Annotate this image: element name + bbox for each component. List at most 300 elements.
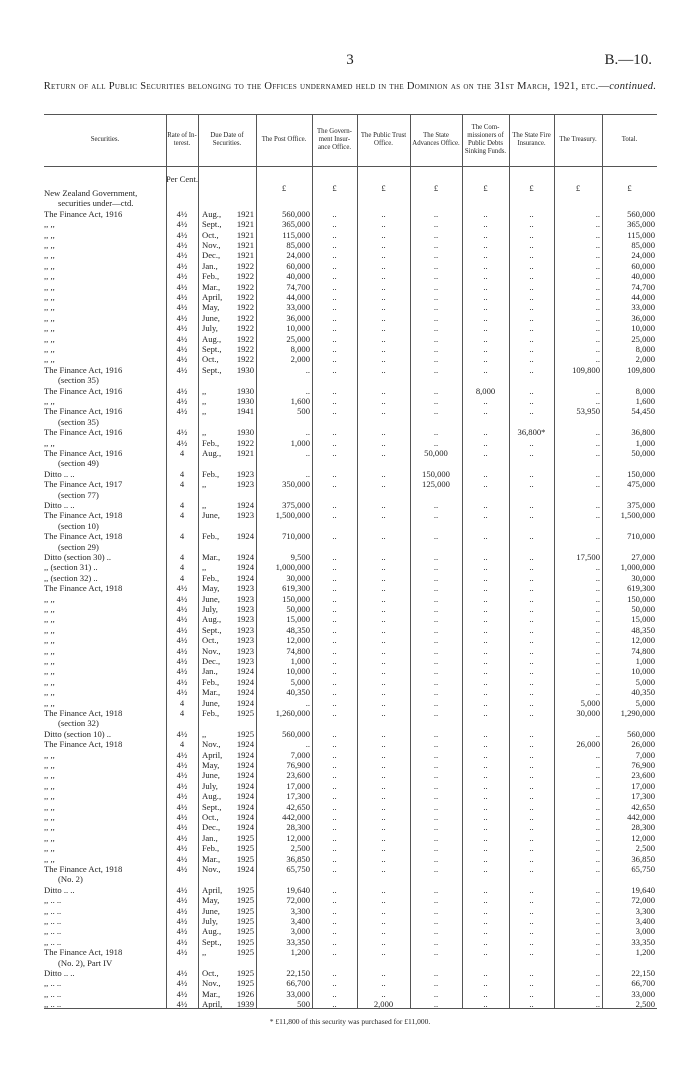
cell-k: .. [483, 844, 488, 854]
due-month: July, [202, 324, 218, 334]
due-year: 1930 [236, 397, 254, 406]
cell-k: .. [483, 750, 488, 760]
cell-t: .. [381, 979, 386, 989]
cell-g: .. [332, 261, 337, 271]
due-month: Feb., [202, 532, 220, 542]
cell-o: 375,000 [627, 501, 655, 510]
cell-p: 10,000 [286, 667, 310, 677]
cell-o: 619,300 [627, 584, 655, 594]
header-rate: Rate of In-terest. [167, 132, 197, 147]
cell-a: .. [433, 605, 439, 614]
cell-p: .. [305, 740, 310, 750]
cell-t: .. [381, 438, 386, 448]
security-name: ,, ,, [44, 438, 55, 448]
due-month: June, [202, 698, 220, 708]
cell-o: 50,000 [631, 605, 655, 614]
due-year: 1925 [236, 709, 254, 718]
due-year: 1921 [236, 220, 254, 230]
due-month: Feb., [202, 272, 220, 282]
cell-o: 74,700 [631, 282, 655, 292]
cell-k: .. [483, 594, 488, 604]
security-name: ,, ,, [44, 844, 55, 854]
cell-a: .. [433, 553, 439, 562]
due-month: April, [202, 750, 223, 760]
cell-o: 36,000 [631, 313, 655, 323]
cell-f: .. [529, 917, 534, 926]
cell-q: .. [595, 781, 600, 791]
security-name: The Finance Act, 1917 [44, 480, 123, 490]
cell-r: 4½ [176, 802, 188, 812]
due-month: Feb., [202, 709, 220, 718]
cell-p: 44,000 [286, 293, 310, 302]
security-name: The Finance Act, 1916 [44, 428, 123, 438]
cell-q: .. [595, 833, 600, 843]
due-month: Oct., [202, 355, 219, 365]
due-year: 1924 [236, 677, 254, 687]
due-year: 1925 [236, 917, 254, 926]
due-month: June, [202, 771, 220, 781]
due-year: 1923 [236, 469, 254, 479]
cell-f: .. [529, 865, 534, 874]
cell-f: .. [529, 625, 534, 635]
cell-f: .. [529, 740, 534, 750]
due-year: 1923 [236, 480, 254, 490]
header-state-advances: The State Advances Office. [412, 132, 460, 147]
due-month: Dec., [202, 823, 221, 833]
cell-q: .. [595, 677, 600, 687]
cell-g: .. [332, 979, 337, 989]
cell-t: .. [381, 365, 386, 375]
due-month: May, [202, 896, 220, 906]
title-continued: continued. [609, 81, 657, 92]
cell-t: .. [381, 989, 386, 999]
cell-a: .. [433, 657, 439, 666]
unit-ins: £ [332, 184, 337, 193]
cell-f: .. [529, 480, 534, 490]
cell-g: .. [332, 698, 337, 708]
security-name: The Finance Act, 1918 [44, 948, 123, 958]
cell-a: .. [433, 293, 439, 302]
cell-f: .. [529, 646, 534, 656]
cell-o: 23,600 [631, 771, 655, 781]
security-name: ,, ,, [44, 823, 55, 833]
cell-k: .. [483, 480, 488, 490]
cell-a: .. [433, 740, 439, 750]
header-top-rule [44, 114, 657, 115]
due-year: 1923 [236, 605, 254, 614]
cell-g: .. [332, 573, 337, 583]
cell-a: .. [433, 625, 439, 635]
cell-t: .. [381, 313, 386, 323]
security-name: ,, ,, [44, 615, 55, 625]
cell-p: 42,650 [286, 802, 310, 812]
security-name: The Finance Act, 1918 [44, 511, 123, 521]
security-name: ,, .. .. [44, 917, 62, 926]
cell-k: .. [483, 397, 488, 406]
cell-p: 30,000 [286, 573, 310, 583]
cell-f: .. [529, 761, 534, 770]
security-name: ,, ,, [44, 303, 55, 313]
cell-t: .. [381, 584, 386, 594]
security-name: securities under—ctd. [58, 199, 134, 209]
cell-r: 4½ [176, 854, 188, 864]
due-month: Aug., [202, 209, 222, 219]
header-due-date: Due Date of Securities. [210, 132, 244, 147]
cell-o: 442,000 [627, 813, 655, 822]
cell-t: .. [381, 241, 386, 250]
cell-k: .. [483, 761, 488, 770]
due-month: Feb., [202, 844, 220, 854]
cell-q: .. [595, 854, 600, 864]
cell-g: .. [332, 636, 337, 646]
cell-p: 65,750 [286, 865, 310, 874]
due-year: 1921 [236, 241, 254, 250]
cell-q: .. [595, 885, 600, 895]
cell-k: .. [483, 979, 488, 989]
due-year: 1921 [236, 251, 254, 261]
due-year: 1925 [236, 937, 254, 947]
cell-r: 4 [179, 553, 185, 562]
cell-q: .. [595, 230, 600, 240]
security-name: ,, ,, [44, 605, 55, 614]
cell-t: .. [381, 511, 386, 521]
due-month: Dec., [202, 657, 221, 666]
cell-p: 33,000 [286, 989, 310, 999]
security-name: ,, ,, [44, 594, 55, 604]
cell-g: .. [332, 1000, 337, 1010]
cell-r: 4½ [176, 625, 188, 635]
security-name: ,, ,, [44, 324, 55, 334]
cell-r: 4½ [176, 584, 188, 594]
cell-r: 4½ [176, 272, 188, 282]
cell-g: .. [332, 896, 337, 906]
due-month: Oct., [202, 969, 219, 978]
cell-p: 8,000 [290, 345, 310, 354]
cell-p: .. [305, 698, 310, 708]
cell-t: .. [381, 220, 386, 230]
cell-t: .. [381, 688, 386, 698]
cell-g: .. [332, 407, 337, 417]
due-month: ,, [202, 386, 207, 396]
cell-o: 7,000 [635, 750, 655, 760]
security-name: ,, ,, [44, 761, 55, 770]
cell-f: .. [529, 532, 534, 542]
cell-g: .. [332, 813, 337, 822]
cell-o: 2,000 [635, 355, 655, 365]
header-treasury: The Treasury. [559, 136, 597, 143]
due-month: June, [202, 511, 220, 521]
cell-k: .. [483, 345, 488, 354]
due-month: Aug., [202, 792, 222, 802]
security-name: ,, .. .. [44, 896, 62, 906]
cell-t: .. [381, 885, 386, 895]
cell-g: .. [332, 667, 337, 677]
cell-k: .. [483, 854, 488, 864]
cell-f: .. [529, 969, 534, 978]
cell-p: 10,000 [286, 324, 310, 334]
security-name: Ditto (section 30) .. [44, 553, 112, 562]
cell-a: .. [433, 573, 439, 583]
security-name: The Finance Act, 1918 [44, 532, 123, 542]
due-month: Mar., [202, 854, 221, 864]
cell-k: .. [483, 365, 488, 375]
cell-r: 4½ [176, 303, 188, 313]
cell-g: .. [332, 480, 337, 490]
cell-o: 54,450 [631, 407, 655, 417]
cell-q: 30,000 [576, 709, 600, 718]
due-year: 1922 [236, 313, 254, 323]
due-month: Aug., [202, 927, 222, 937]
cell-q: .. [595, 345, 600, 354]
cell-o: 560,000 [627, 209, 655, 219]
cell-q: .. [595, 573, 600, 583]
cell-t: .. [381, 324, 386, 334]
cell-p: 85,000 [286, 241, 310, 250]
cell-f: .. [529, 355, 534, 365]
cell-a: .. [433, 802, 439, 812]
cell-r: 4½ [176, 428, 188, 438]
cell-g: .. [332, 293, 337, 302]
cell-q: 5,000 [580, 698, 600, 708]
cell-k: .. [483, 709, 488, 718]
cell-r: 4½ [176, 282, 188, 292]
security-name: ,, ,, [44, 854, 55, 864]
cell-r: 4½ [176, 605, 188, 614]
cell-q: .. [595, 209, 600, 219]
cell-t: .. [381, 906, 386, 916]
cell-q: .. [595, 303, 600, 313]
cell-a: .. [433, 677, 439, 687]
cell-f: .. [529, 469, 534, 479]
cell-k: .. [483, 334, 488, 344]
cell-o: 8,000 [635, 345, 655, 354]
cell-t: 2,000 [373, 1000, 394, 1010]
cell-a: .. [433, 709, 439, 718]
cell-q: .. [595, 750, 600, 760]
due-month: Nov., [202, 865, 221, 874]
cell-a: .. [433, 698, 439, 708]
cell-q: 53,950 [576, 407, 600, 417]
cell-p: 36,000 [286, 313, 310, 323]
cell-g: .. [332, 646, 337, 656]
due-year: 1925 [236, 729, 254, 739]
cell-q: .. [595, 584, 600, 594]
cell-t: .. [381, 251, 386, 261]
cell-f: .. [529, 449, 534, 458]
cell-q: .. [595, 251, 600, 261]
security-name: The Finance Act, 1916 [44, 209, 123, 219]
header-public-trust: The Public Trust Office. [360, 132, 407, 147]
cell-r: 4½ [176, 927, 188, 937]
cell-a: .. [433, 220, 439, 230]
cell-t: .. [381, 948, 386, 958]
cell-k: .. [483, 449, 488, 458]
cell-t: .. [381, 657, 386, 666]
cell-g: .. [332, 511, 337, 521]
cell-g: .. [332, 449, 337, 458]
due-year: 1925 [236, 969, 254, 978]
cell-p: 66,700 [286, 979, 310, 989]
cell-p: 74,800 [286, 646, 310, 656]
due-year: 1922 [236, 355, 254, 365]
due-year: 1939 [236, 1000, 254, 1010]
cell-g: .. [332, 553, 337, 562]
cell-k: .. [483, 241, 488, 250]
due-month: Aug., [202, 449, 222, 458]
cell-g: .. [332, 355, 337, 365]
security-name: (section 35) [58, 417, 99, 427]
cell-g: .. [332, 927, 337, 937]
cell-o: 33,000 [631, 989, 655, 999]
cell-g: .. [332, 615, 337, 625]
due-month: April, [202, 1000, 223, 1010]
due-month: Mar., [202, 688, 221, 698]
cell-t: .. [381, 553, 386, 562]
cell-p: 115,000 [282, 230, 310, 240]
cell-r: 4½ [176, 646, 188, 656]
cell-q: .. [595, 355, 600, 365]
due-month: April, [202, 885, 223, 895]
cell-p: 23,600 [286, 771, 310, 781]
cell-k: .. [483, 792, 488, 802]
cell-k: .. [483, 428, 488, 438]
due-month: Jan., [202, 833, 218, 843]
due-month: July, [202, 917, 218, 926]
cell-k: .. [483, 532, 488, 542]
security-name: (No. 2), Part IV [58, 958, 113, 968]
cell-a: .. [433, 969, 439, 978]
cell-k: .. [483, 698, 488, 708]
cell-a: .. [433, 844, 439, 854]
security-name: The Finance Act, 1916 [44, 365, 123, 375]
due-year: 1925 [236, 927, 254, 937]
cell-r: 4½ [176, 833, 188, 843]
document-reference: B.—10. [604, 52, 652, 68]
header-sinking-funds: The Com-missioners of Public Debts Sinking Funds. [464, 124, 507, 155]
cell-o: 17,000 [631, 781, 655, 791]
cell-a: .. [433, 355, 439, 365]
cell-r: 4½ [176, 230, 188, 240]
cell-o: 3,300 [635, 906, 655, 916]
security-name: ,, (section 32) .. [44, 573, 98, 583]
cell-t: .. [381, 729, 386, 739]
security-name: ,, ,, [44, 781, 55, 791]
cell-r: 4½ [176, 615, 188, 625]
cell-r: 4½ [176, 251, 188, 261]
cell-g: .. [332, 272, 337, 282]
security-name: ,, ,, [44, 230, 55, 240]
due-year: 1925 [236, 854, 254, 864]
cell-g: .. [332, 771, 337, 781]
cell-q: .. [595, 220, 600, 230]
cell-o: 8,000 [635, 386, 655, 396]
cell-p: 72,000 [286, 896, 310, 906]
cell-a: 125,000 [422, 480, 450, 490]
cell-p: 3,300 [290, 906, 310, 916]
cell-f: .. [529, 896, 534, 906]
cell-p: 40,350 [286, 688, 310, 698]
due-year: 1924 [236, 823, 254, 833]
cell-o: 150,000 [627, 594, 655, 604]
cell-a: .. [433, 646, 439, 656]
due-year: 1924 [236, 532, 254, 542]
cell-t: .. [381, 230, 386, 240]
cell-k: .. [483, 563, 488, 573]
cell-o: 42,650 [631, 802, 655, 812]
cell-o: 74,800 [631, 646, 655, 656]
cell-k: .. [483, 937, 488, 947]
cell-q: .. [595, 667, 600, 677]
cell-k: .. [483, 969, 488, 978]
cell-q: .. [595, 969, 600, 978]
cell-r: 4 [179, 532, 185, 542]
cell-q: .. [595, 823, 600, 833]
due-month: ,, [202, 729, 207, 739]
cell-g: .. [332, 386, 337, 396]
cell-r: 4 [179, 501, 185, 510]
title-main: Return of all Public Securities belonging to the Offices undernamed held in the Dominion as on the 31st March, 1921, etc.— [43, 81, 610, 92]
cell-f: .. [529, 677, 534, 687]
due-year: 1930 [236, 386, 254, 396]
cell-g: .. [332, 792, 337, 802]
cell-a: .. [433, 989, 439, 999]
security-name: ,, .. .. [44, 1000, 62, 1010]
due-month: Mar., [202, 282, 221, 292]
due-month: Nov., [202, 979, 221, 989]
due-year: 1923 [236, 511, 254, 521]
cell-o: 24,000 [631, 251, 655, 261]
cell-a: .. [433, 865, 439, 874]
cell-f: .. [529, 553, 534, 562]
cell-g: .. [332, 345, 337, 354]
cell-f: .. [529, 261, 534, 271]
cell-p: 48,350 [286, 625, 310, 635]
cell-f: .. [529, 833, 534, 843]
cell-r: 4½ [176, 813, 188, 822]
security-name: ,, ,, [44, 355, 55, 365]
cell-r: 4 [179, 709, 185, 718]
cell-r: 4 [179, 740, 185, 750]
cell-a: .. [433, 345, 439, 354]
cell-o: 365,000 [627, 220, 655, 230]
security-name: ,, ,, [44, 750, 55, 760]
cell-p: 28,300 [286, 823, 310, 833]
cell-o: 25,000 [631, 334, 655, 344]
cell-o: 1,200 [635, 948, 655, 958]
security-name: The Finance Act, 1916 [44, 449, 123, 458]
table-title [40, 80, 660, 93]
cell-q: .. [595, 636, 600, 646]
due-month: Jan., [202, 261, 218, 271]
security-name: ,, ,, [44, 813, 55, 822]
cell-r: 4½ [176, 948, 188, 958]
cell-o: 44,000 [631, 293, 655, 302]
cell-r: 4½ [176, 334, 188, 344]
due-month: May, [202, 303, 220, 313]
cell-q: .. [595, 511, 600, 521]
cell-o: 115,000 [627, 230, 655, 240]
cell-k: .. [483, 729, 488, 739]
cell-t: .. [381, 345, 386, 354]
cell-f: .. [529, 667, 534, 677]
due-year: 1925 [236, 833, 254, 843]
cell-r: 4 [179, 563, 185, 573]
cell-a: .. [433, 230, 439, 240]
unit-post: £ [281, 184, 287, 193]
cell-q: .. [595, 906, 600, 916]
cell-r: 4½ [176, 989, 188, 999]
cell-o: 1,000 [635, 657, 655, 666]
